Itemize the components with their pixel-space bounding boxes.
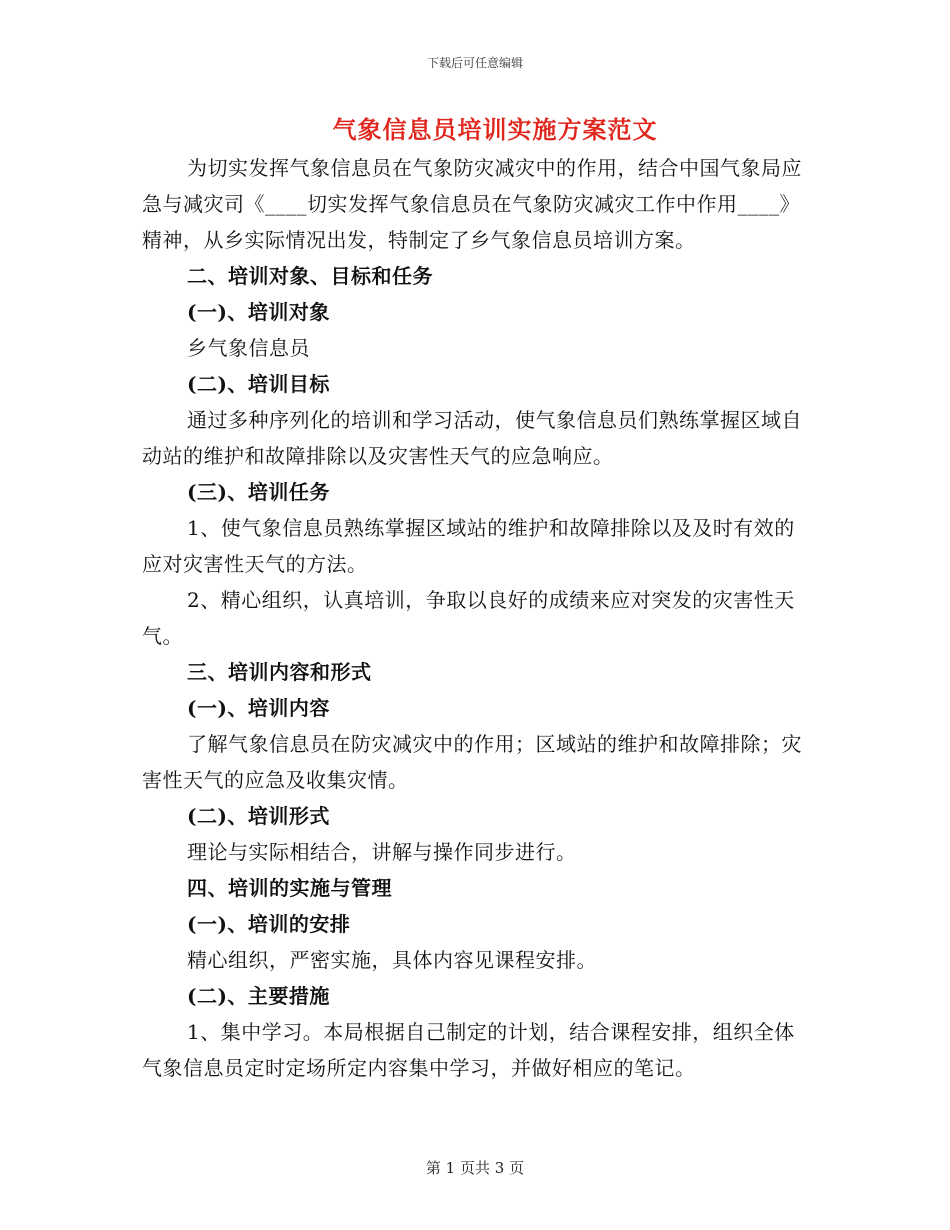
- subsection-heading: (一)、培训对象: [187, 300, 330, 324]
- body-paragraph: 乡气象信息员: [187, 336, 310, 360]
- document-title: 气象信息员培训实施方案范文: [332, 115, 658, 144]
- subsection-heading: (二)、培训目标: [187, 372, 330, 396]
- section-heading: 四、培训的实施与管理: [187, 876, 392, 900]
- body-paragraph: 2、精心组织，认真培训，争取以良好的成绩来应对突发的灾害性天气。: [142, 588, 795, 648]
- subsection-heading: (一)、培训的安排: [187, 912, 351, 936]
- body-paragraph: 理论与实际相结合，讲解与操作同步进行。: [187, 840, 577, 864]
- subsection-heading: (二)、主要措施: [187, 984, 330, 1008]
- body-paragraph: 1、使气象信息员熟练掌握区域站的维护和故障排除以及及时有效的应对灾害性天气的方法。: [142, 516, 795, 576]
- subsection-heading: (二)、培训形式: [187, 804, 330, 828]
- body-paragraph: 精心组织，严密实施，具体内容见课程安排。: [187, 948, 597, 972]
- header-note: 下载后可任意编辑: [426, 56, 523, 70]
- subsection-heading: (三)、培训任务: [187, 480, 330, 504]
- document-body: [142, 150, 814, 1086]
- intro-paragraph: 为切实发挥气象信息员在气象防灾减灾中的作用，结合中国气象局应急与减灾司《____切实发挥气象信息员在气象防灾减灾工作中作用____》精神，从乡实际情况出发，特制定了乡气象信息员培训方案。: [142, 156, 802, 252]
- section-heading: 二、培训对象、目标和任务: [187, 264, 433, 288]
- section-heading: 三、培训内容和形式: [187, 660, 372, 684]
- body-paragraph: 1、集中学习。本局根据自己制定的计划，结合课程安排，组织全体气象信息员定时定场所定内容集中学习，并做好相应的笔记。: [142, 1020, 795, 1080]
- body-paragraph: 通过多种序列化的培训和学习活动，使气象信息员们熟练掌握区域自动站的维护和故障排除以及灾害性天气的应急响应。: [142, 408, 802, 468]
- body-paragraph: 了解气象信息员在防灾减灾中的作用；区域站的维护和故障排除；灾害性天气的应急及收集灾情。: [142, 732, 802, 792]
- subsection-heading: (一)、培训内容: [187, 696, 330, 720]
- page-number: 第 1 页共 3 页: [425, 1159, 525, 1177]
